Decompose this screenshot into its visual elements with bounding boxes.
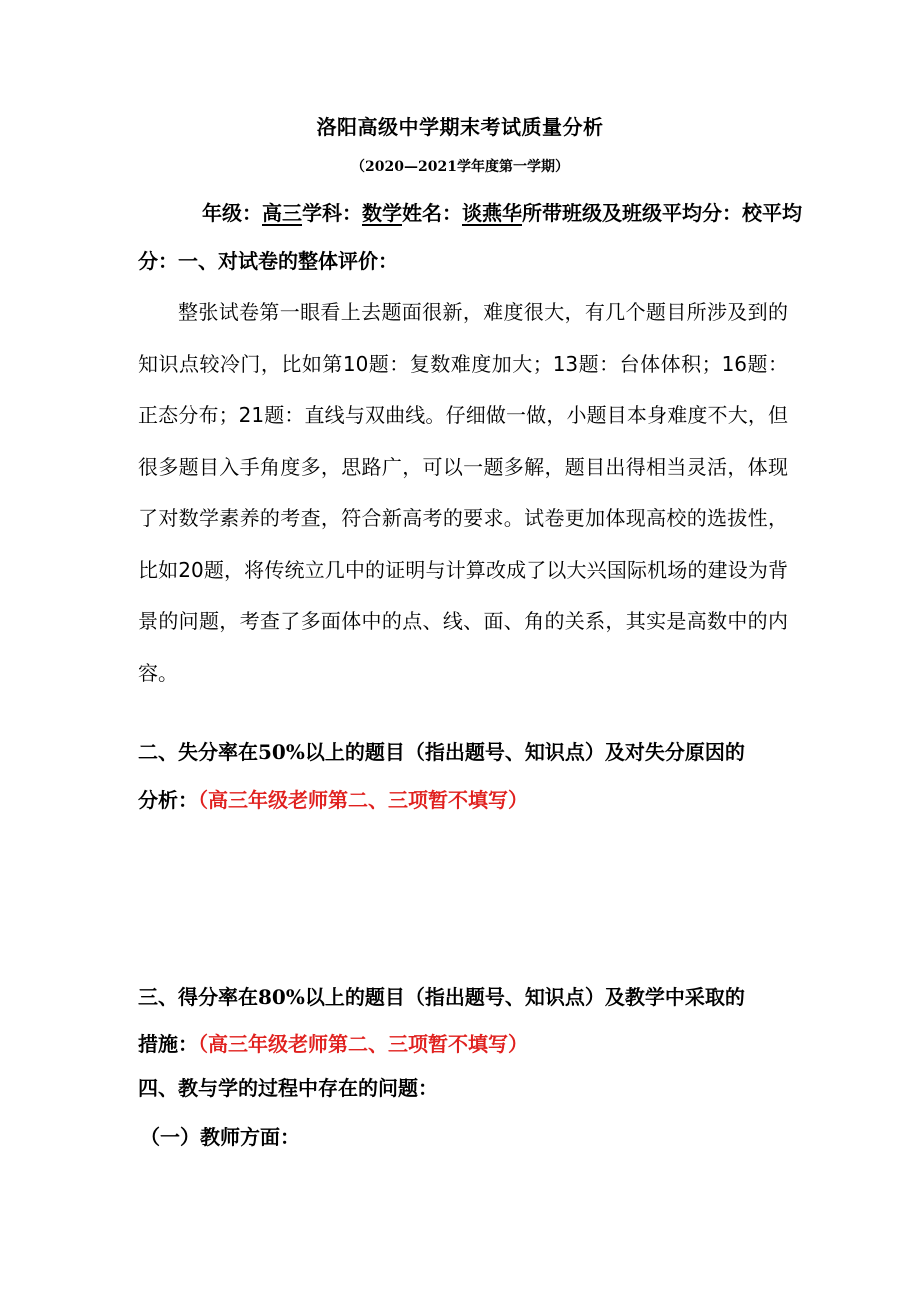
section-3-label: 措施： [138,1032,198,1056]
section-2-heading: 二、失分率在50%以上的题目（指出题号、知识点）及对失分原因的 [138,740,745,764]
class-avg-label: 所带班级及班级平均分：校平均 [522,201,802,225]
section-1-heading: 一、对试卷的整体评价： [178,249,398,273]
info-line [202,197,802,226]
subject-label: 学科： [302,201,362,225]
section-3-heading-cont [138,1028,528,1057]
name-label: 姓名： [402,201,462,225]
section-1-heading-line [138,245,398,274]
school-avg-label: 分： [138,249,178,273]
section-4-heading: 四、教与学的过程中存在的问题： [138,1076,438,1100]
name-value: 谈燕华 [462,201,522,225]
section-3-note: （高三年级老师第二、三项暂不填写） [198,1032,528,1056]
section-2-heading-cont [138,784,528,813]
grade-label: 年级： [202,201,262,225]
section-2-note: （高三年级老师第二、三项暂不填写） [198,788,528,812]
section-1-body: 整张试卷第一眼看上去题面很新，难度很大，有几个题目所涉及到的知识点较冷门，比如第10题：复数难度加大；13题：台体体积；16题：正态分布；21题：直线与双曲线。仔细做一做，小题目本身难度不大，但很多题目入手角度多，思路广，可以一题多解，题目出得相当灵活，体现了对数学素养的考查，符合新高考的要求。试卷更加体现高校的选拔性，比如20题，将传统立几中的证明与计算改成了以大兴国际机场的建设为背景的问题，考查了多面体中的点、线、面、角的关系，其实是高数中的内容。 [138,300,788,685]
section-3-heading: 三、得分率在80%以上的题目（指出题号、知识点）及教学中采取的 [138,985,745,1009]
page-title: 洛阳高级中学期末考试质量分析 [316,115,604,139]
section-2-label: 分析： [138,788,198,812]
grade-value: 高三 [262,201,302,225]
section-4-sub-teacher: （一）教师方面： [140,1125,300,1149]
subject-value: 数学 [362,201,402,225]
page-subtitle: （2020—2021学年度第一学期） [351,159,569,175]
